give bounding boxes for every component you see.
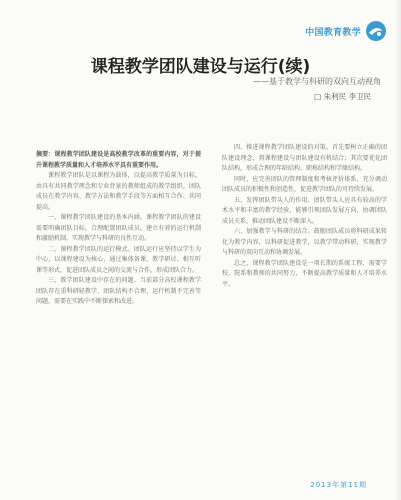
body-paragraph: 二、课程教学团队的运行模式。团队运行应坚持以学生为中心，以课程建设为核心，通过集体备课、教学研讨、相互听课等形式，促进团队成员之间的交流与合作，形成团队合力。 bbox=[36, 245, 201, 274]
page-fold-shadow bbox=[395, 0, 401, 500]
body-paragraph: 同时，应完善团队的管理制度和考核评价体系，充分调动团队成员的积极性和创造性，促进教学团队的可持续发展。 bbox=[222, 175, 387, 193]
left-column bbox=[36, 150, 201, 485]
body-paragraph: 六、加强教学与科研的结合。鼓励团队成员将科研成果转化为教学内容，以科研促进教学，以教学带动科研，实现教学与科研的双向互动和协调发展。 bbox=[222, 228, 387, 256]
abstract-paragraph: 摘要：课程教学团队建设是高校教学改革的重要内容，对于提升课程教学质量和人才培养水平具有重要作用。 bbox=[36, 151, 201, 169]
body-paragraph: 总之，课程教学团队建设是一项长期的系统工程，需要学校、院系和教师的共同努力，不断提高教学质量和人才培养水平。 bbox=[222, 259, 387, 288]
journal-brand bbox=[305, 20, 387, 42]
right-column bbox=[222, 143, 387, 483]
body-paragraph: 课程教学团队是以课程为载体，以提高教学质量为目标，由具有共同教学理念和专业背景的教师组成的教学组织。团队成员在教学内容、教学方法和教学手段等方面相互合作、共同提高。 bbox=[36, 172, 201, 211]
body-paragraph: 四、推进课程教学团队建设的对策。首先要树立正确的团队建设理念，将课程建设与团队建设有机结合；其次要优化团队结构，形成合理的年龄结构、职称结构和学缘结构。 bbox=[222, 144, 387, 172]
page-footer: 2013年第11期 bbox=[310, 481, 367, 489]
journal-logo-icon bbox=[365, 20, 387, 42]
body-paragraph: 一、课程教学团队建设的基本内涵。课程教学团队的建设需要明确团队目标，合理配置团队成员，建立有效的运行机制和激励机制，实现教学与科研的良性互动。 bbox=[36, 214, 201, 242]
body-paragraph: 三、教学团队建设中存在的问题。当前部分高校课程教学团队存在重科研轻教学、团队结构不合理、运行机制不完善等问题，需要在实践中不断探索和改进。 bbox=[36, 277, 201, 305]
body-paragraph: 五、发挥团队带头人的作用。团队带头人应具有较高的学术水平和丰富的教学经验，能够引领团队发展方向，协调团队成员关系，推动团队建设不断深入。 bbox=[222, 196, 387, 225]
article-subtitle: ——基于教学与科研的双向互动视角 bbox=[253, 77, 381, 86]
article-title: 课程教学团队建设与运行(续) bbox=[90, 57, 311, 77]
brand-name: 中国教育教学 bbox=[305, 27, 361, 38]
article-authors: □ 朱利民 李卫民 bbox=[314, 92, 371, 101]
